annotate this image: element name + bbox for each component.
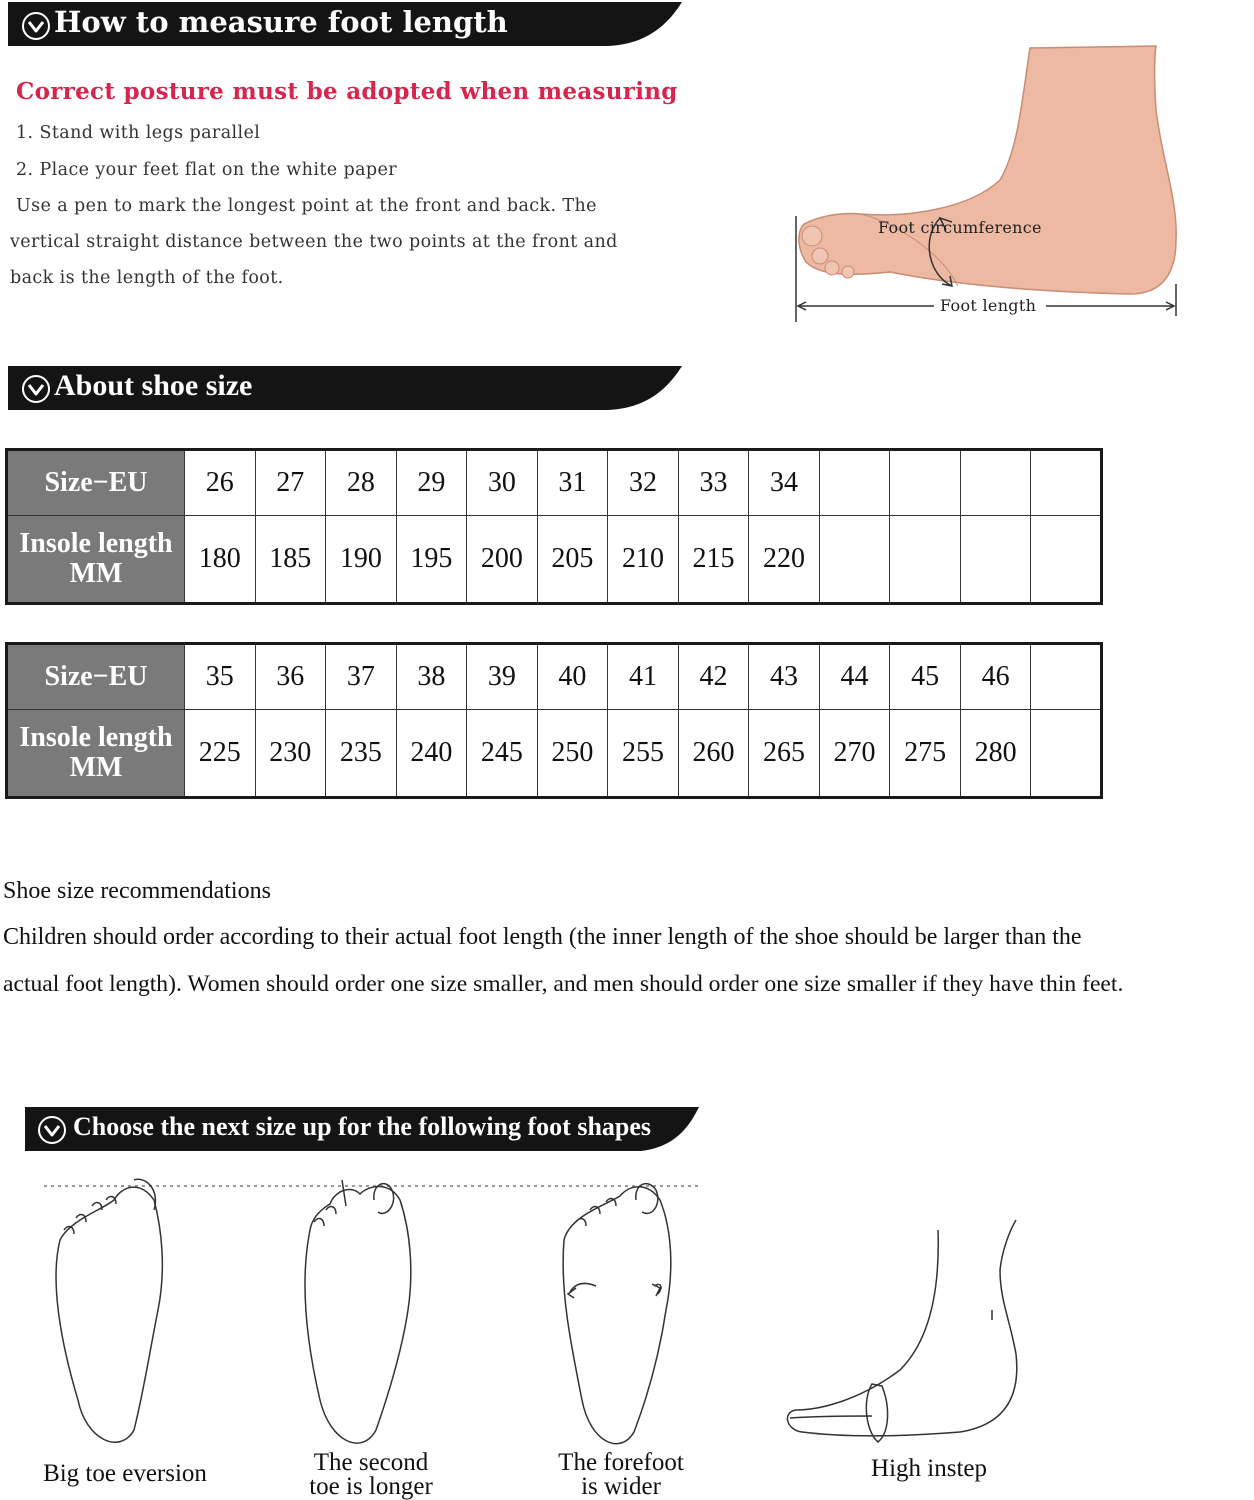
size-cell: 45 bbox=[890, 644, 961, 710]
size-cell: 37 bbox=[326, 644, 397, 710]
section-title: How to measure foot length bbox=[54, 5, 508, 39]
insole-length-cell: 210 bbox=[608, 516, 679, 604]
foot-length-label: Foot length bbox=[940, 296, 1037, 315]
size-cell bbox=[819, 450, 890, 516]
size-cell: 27 bbox=[255, 450, 326, 516]
foot-circumference-label: Foot circumference bbox=[878, 218, 1042, 237]
insole-length-cell: 180 bbox=[185, 516, 256, 604]
recommendations-heading: Shoe size recommendations bbox=[3, 878, 271, 904]
recommendations-text: Children should order according to their actual foot length (the inner length of the shoe should be larger than the bbox=[3, 924, 1082, 950]
section-title: About shoe size bbox=[54, 369, 253, 402]
table-row bbox=[7, 644, 1102, 710]
insole-length-header: Insole length MM bbox=[7, 710, 185, 798]
foot-shape-caption: High instep bbox=[871, 1455, 987, 1482]
insole-length-cell: 215 bbox=[678, 516, 749, 604]
high-instep-foot-icon bbox=[787, 1220, 1016, 1442]
size-cell: 36 bbox=[255, 644, 326, 710]
size-cell: 31 bbox=[537, 450, 608, 516]
table-row bbox=[7, 516, 1102, 604]
insole-length-cell: 225 bbox=[185, 710, 256, 798]
insole-length-cell bbox=[1031, 710, 1102, 798]
section-banner-measure bbox=[8, 2, 682, 46]
size-cell: 43 bbox=[749, 644, 820, 710]
foot-shape-caption: The second toe is longer bbox=[309, 1449, 433, 1500]
size-cell bbox=[960, 450, 1031, 516]
big-toe-eversion-foot-icon bbox=[56, 1179, 162, 1442]
insole-length-cell: 205 bbox=[537, 516, 608, 604]
section-title: Choose the next size up for the following foot shapes bbox=[73, 1112, 652, 1141]
size-cell: 44 bbox=[819, 644, 890, 710]
size-cell bbox=[890, 450, 961, 516]
section-banner-size bbox=[8, 366, 682, 410]
size-cell: 32 bbox=[608, 450, 679, 516]
insole-length-cell: 275 bbox=[890, 710, 961, 798]
size-cell: 30 bbox=[467, 450, 538, 516]
instruction-line: back is the length of the foot. bbox=[10, 268, 284, 288]
size-cell: 41 bbox=[608, 644, 679, 710]
size-cell: 42 bbox=[678, 644, 749, 710]
table-row bbox=[7, 710, 1102, 798]
size-cell: 38 bbox=[396, 644, 467, 710]
size-table-kids bbox=[5, 448, 1103, 605]
foot-shape-caption: The forefoot is wider bbox=[558, 1449, 684, 1500]
insole-length-cell: 195 bbox=[396, 516, 467, 604]
chevron-down-icon bbox=[21, 11, 51, 41]
size-cell bbox=[1031, 644, 1102, 710]
chevron-down-icon bbox=[37, 1115, 67, 1145]
insole-length-cell: 245 bbox=[467, 710, 538, 798]
foot-shape-caption: Big toe eversion bbox=[43, 1460, 207, 1487]
recommendations-text: actual foot length). Women should order one size smaller, and men should order one size smaller if they have thin feet. bbox=[3, 971, 1124, 997]
insole-length-cell: 235 bbox=[326, 710, 397, 798]
insole-length-cell: 185 bbox=[255, 516, 326, 604]
insole-length-cell: 265 bbox=[749, 710, 820, 798]
size-cell: 39 bbox=[467, 644, 538, 710]
table-row bbox=[7, 450, 1102, 516]
size-table-adult bbox=[5, 642, 1103, 799]
instruction-line: Use a pen to mark the longest point at the front and back. The bbox=[16, 196, 597, 216]
insole-length-cell: 250 bbox=[537, 710, 608, 798]
insole-length-cell bbox=[1031, 516, 1102, 604]
insole-length-cell: 220 bbox=[749, 516, 820, 604]
size-cell: 33 bbox=[678, 450, 749, 516]
insole-length-cell: 230 bbox=[255, 710, 326, 798]
size-eu-header: Size−EU bbox=[7, 450, 185, 516]
insole-length-cell: 260 bbox=[678, 710, 749, 798]
insole-length-cell bbox=[890, 516, 961, 604]
foot-measure-illustration bbox=[790, 40, 1190, 330]
foot-shapes-illustration bbox=[30, 1170, 1130, 1460]
section-banner-foot-shapes bbox=[25, 1107, 699, 1151]
size-cell: 34 bbox=[749, 450, 820, 516]
step-2: 2. Place your feet flat on the white paper bbox=[16, 160, 398, 180]
size-cell: 28 bbox=[326, 450, 397, 516]
size-cell: 46 bbox=[960, 644, 1031, 710]
insole-length-cell: 270 bbox=[819, 710, 890, 798]
size-cell: 29 bbox=[396, 450, 467, 516]
size-cell: 35 bbox=[185, 644, 256, 710]
insole-length-cell: 190 bbox=[326, 516, 397, 604]
size-cell: 26 bbox=[185, 450, 256, 516]
forefoot-wider-foot-icon bbox=[563, 1184, 671, 1444]
size-eu-header: Size−EU bbox=[7, 644, 185, 710]
chevron-down-icon bbox=[21, 374, 51, 404]
insole-length-cell bbox=[819, 516, 890, 604]
insole-length-cell: 280 bbox=[960, 710, 1031, 798]
posture-heading: Correct posture must be adopted when measuring bbox=[16, 78, 678, 105]
step-1: 1. Stand with legs parallel bbox=[16, 123, 261, 143]
insole-length-cell: 240 bbox=[396, 710, 467, 798]
insole-length-cell: 255 bbox=[608, 710, 679, 798]
size-cell bbox=[1031, 450, 1102, 516]
second-toe-longer-foot-icon bbox=[305, 1180, 411, 1443]
insole-length-cell bbox=[960, 516, 1031, 604]
size-cell: 40 bbox=[537, 644, 608, 710]
insole-length-header: Insole length MM bbox=[7, 516, 185, 604]
insole-length-cell: 200 bbox=[467, 516, 538, 604]
instruction-line: vertical straight distance between the two points at the front and bbox=[10, 232, 618, 252]
